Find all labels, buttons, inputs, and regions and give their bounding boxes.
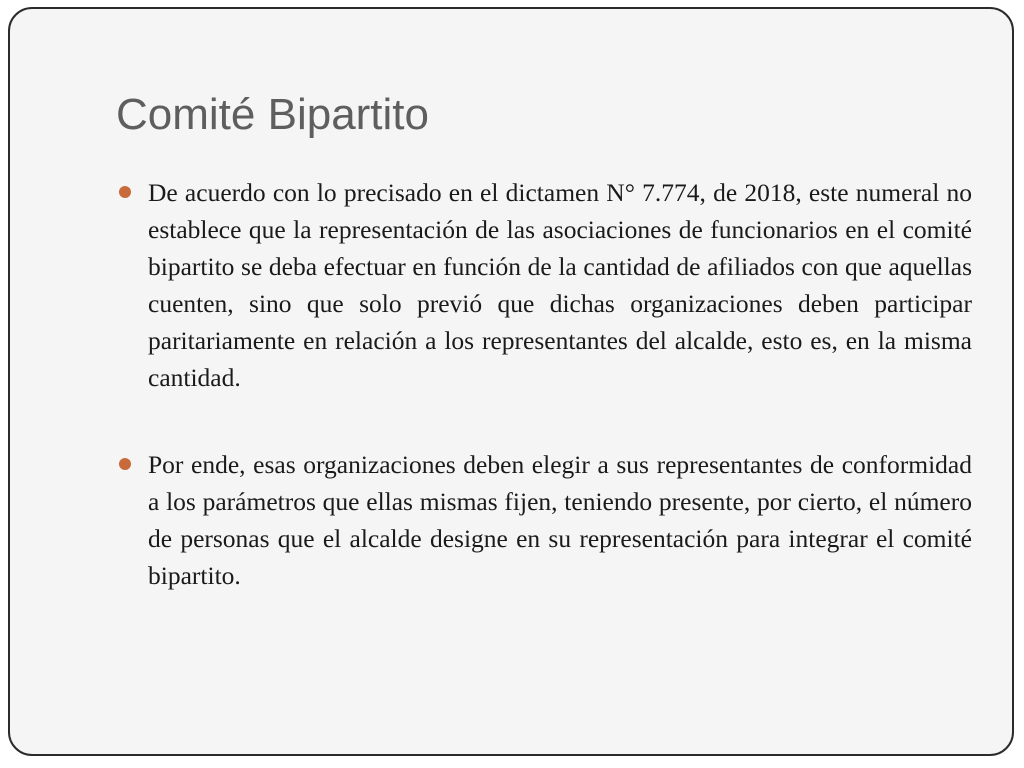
bullet-text: Por ende, esas organizaciones deben elegir a sus representantes de conformidad a los parámetros que ellas mismas fijen, teniendo presente, por cierto, el número de personas que el alcalde designe en su representación para integrar el comité bipartito. — [148, 450, 972, 590]
bullet-text: De acuerdo con lo precisado en el dictamen N° 7.774, de 2018, este numeral no establece que la representación de las asociaciones de funcionarios en el comité bipartito se deba efectuar en función de la cantidad de afiliados con que aquellas cuenten, sino que solo previó que dichas organizaciones deben participar paritariamente en relación a los representantes del alcalde, esto es, en la misma cantidad. — [148, 178, 972, 392]
slide-frame — [8, 7, 1014, 756]
bullet-dot-icon — [119, 186, 131, 198]
bullet-list — [116, 174, 972, 644]
bullet-item — [116, 446, 972, 594]
bullet-item — [116, 174, 972, 396]
bullet-dot-icon — [119, 458, 131, 470]
slide-title: Comité Bipartito — [116, 90, 430, 139]
